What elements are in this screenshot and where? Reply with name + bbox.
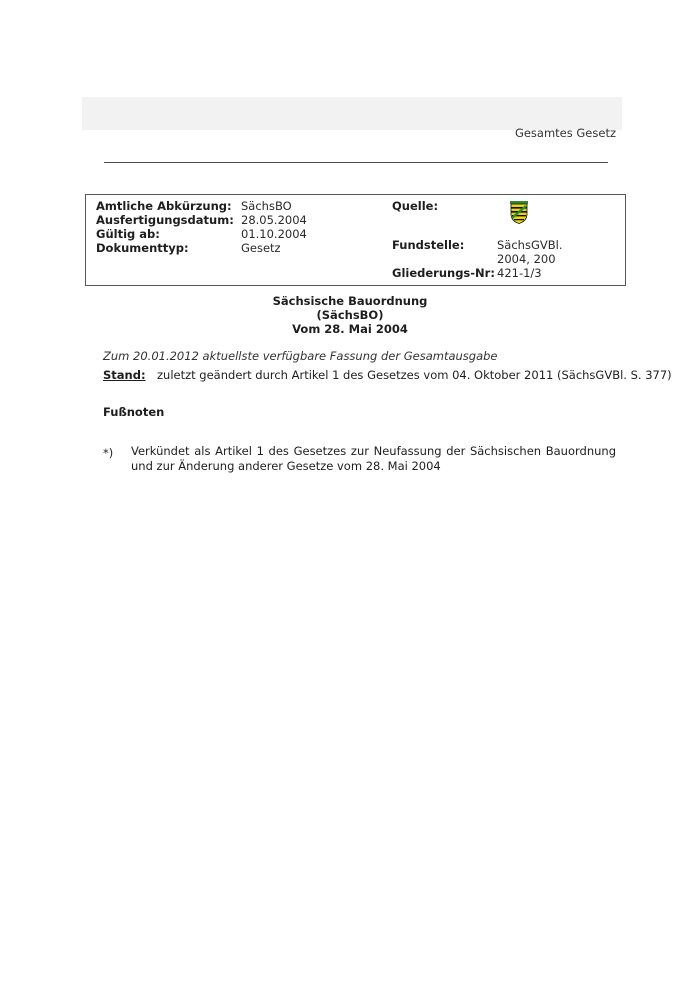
gliederung-key: Gliederungs-Nr: xyxy=(392,266,495,280)
gueltig-value: 01.10.2004 xyxy=(241,227,307,241)
ausfertigung-key: Ausfertigungsdatum: xyxy=(96,213,234,227)
gesamtes-gesetz-label: Gesamtes Gesetz xyxy=(514,126,616,140)
abbreviation-key: Amtliche Abkürzung: xyxy=(96,199,232,213)
law-date: Vom 28. Mai 2004 xyxy=(292,322,408,336)
ausfertigung-value: 28.05.2004 xyxy=(241,213,307,227)
fundstelle-key: Fundstelle: xyxy=(392,238,465,252)
stand-label: Stand: xyxy=(103,368,146,382)
header-divider xyxy=(104,162,608,163)
saxony-coat-of-arms-icon xyxy=(510,201,528,224)
dokumenttyp-value: Gesetz xyxy=(241,241,281,255)
fundstelle-value-line2: 2004, 200 xyxy=(497,252,556,266)
law-title: Sächsische Bauordnung xyxy=(272,294,428,308)
version-note: Zum 20.01.2012 aktuellste verfügbare Fassung der Gesamtausgabe xyxy=(103,349,498,363)
footnotes-heading: Fußnoten xyxy=(103,405,165,419)
stand-text: zuletzt geändert durch Artikel 1 des Gesetzes vom 04. Oktober 2011 (SächsGVBl. S. 377) xyxy=(157,368,672,382)
gueltig-key: Gültig ab: xyxy=(96,227,160,241)
abbreviation-value: SächsBO xyxy=(241,199,292,213)
footnote-marker: *) xyxy=(103,446,114,460)
law-abbreviation: (SächsBO) xyxy=(316,308,384,322)
footnote-text: Verkündet als Artikel 1 des Gesetzes zur Neufassung der Sächsischen Bauordnung und zur Änderung anderer Gesetze vom 28. Mai 2004 xyxy=(131,444,616,473)
dokumenttyp-key: Dokumenttyp: xyxy=(96,241,189,255)
gliederung-value: 421-1/3 xyxy=(497,266,542,280)
quelle-key: Quelle: xyxy=(392,199,439,213)
fundstelle-value-line1: SächsGVBl. xyxy=(497,238,563,252)
